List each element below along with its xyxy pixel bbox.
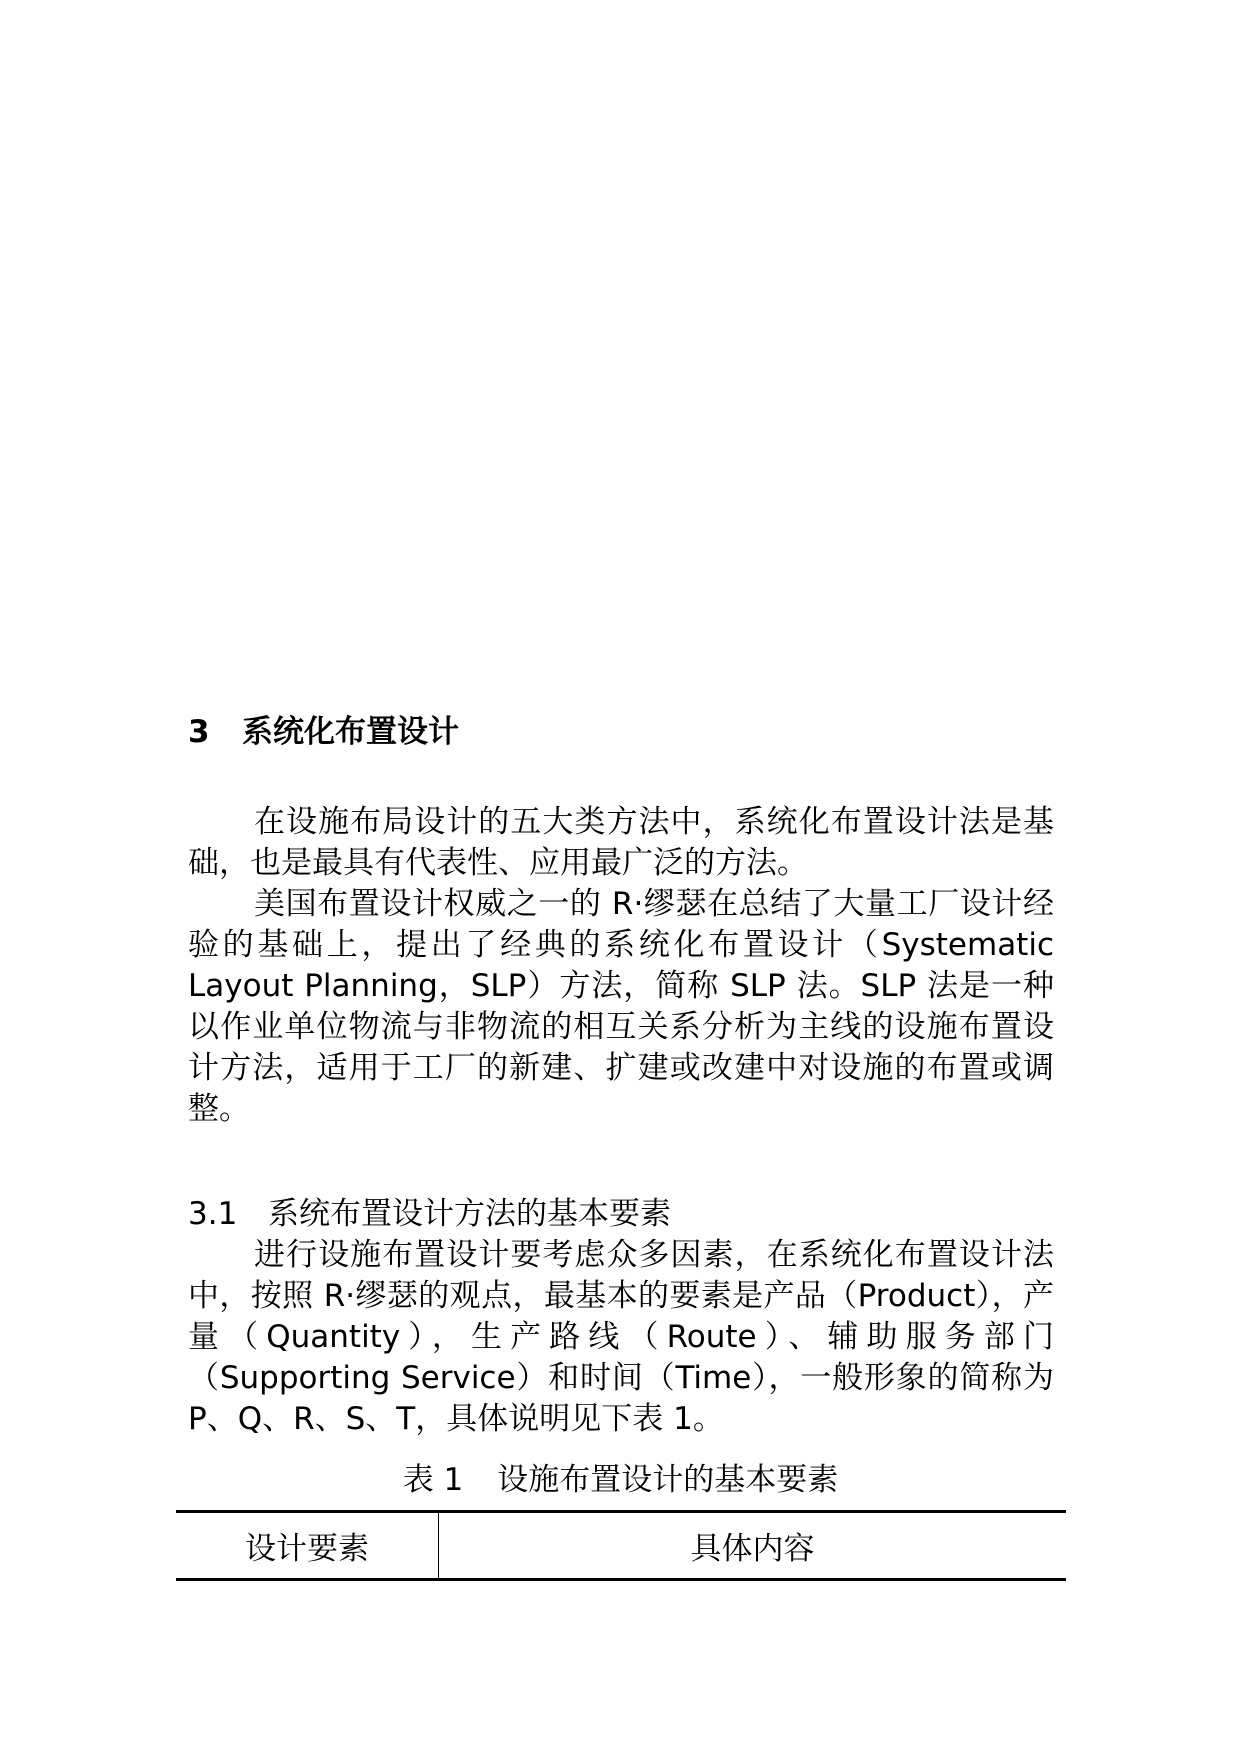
paragraph: 进行设施布置设计要考虑众多因素，在系统化布置设计法中，按照 R·缪瑟的观点，最基本的要素是产品（Product），产量（Quantity），生产路线（Route）、辅助服务部门（Supporting Service）和时间（Time），一般形象的简称为 P、Q、R、S、T，具体说明见下表 1。 bbox=[188, 1237, 1054, 1437]
table-header-row bbox=[176, 1512, 1066, 1580]
paragraph: 美国布置设计权威之一的 R·缪瑟在总结了大量工厂设计经验的基础上，提出了经典的系统化布置设计（Systematic Layout Planning，SLP）方法，简称 SLP 法。SLP 法是一种以作业单位物流与非物流的相互关系分析为主线的设施布置设计方法，适用于工厂的新建、扩建或改建中对设施的布置或调整。 bbox=[188, 886, 1054, 1127]
table-caption-number: 表 1 bbox=[402, 1462, 464, 1498]
section-number: 3 bbox=[188, 714, 210, 750]
elements-table bbox=[176, 1510, 1066, 1581]
table-caption bbox=[0, 1460, 1241, 1501]
subsection-title: 系统布置设计方法的基本要素 bbox=[268, 1196, 671, 1232]
section-body bbox=[188, 802, 1054, 1130]
table-header-cell: 设计要素 bbox=[176, 1512, 439, 1580]
section-title: 系统化布置设计 bbox=[242, 714, 459, 750]
section-heading bbox=[188, 712, 459, 752]
paragraph: 在设施布局设计的五大类方法中，系统化布置设计法是基础，也是最具有代表性、应用最广泛的方法。 bbox=[188, 804, 1054, 881]
subsection-body bbox=[188, 1235, 1054, 1440]
table-caption-title: 设施布置设计的基本要素 bbox=[497, 1462, 839, 1498]
subsection-heading bbox=[188, 1194, 671, 1235]
subsection-number: 3.1 bbox=[188, 1196, 238, 1232]
table-header-cell: 具体内容 bbox=[439, 1512, 1067, 1580]
